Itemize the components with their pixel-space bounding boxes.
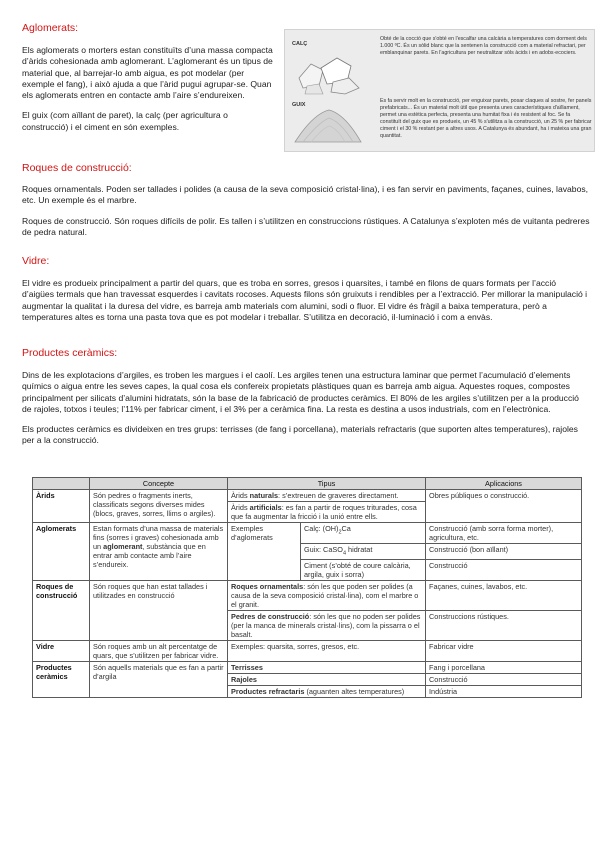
row-label-ceramics: Productes ceràmics [33,662,90,698]
aglomerats-concepte: Estan formats d’una massa de materials fins (sorres i graves) cohesionada amb un aglomerant, substància que en entrar amb contacte amb l’aire s’endureix. [90,523,228,581]
table-row-roques [33,581,582,611]
ceramics-rajoles-aplicacions: Construcció [426,674,582,686]
vidre-concepte: Són roques amb un alt percentatge de quars, que s’utilitzen per fabricar vidre. [90,641,228,662]
ceramics-text [22,370,590,456]
aglomerats-ciment: Ciment (s’obté de coure calcària, argila, guix i sorra) [301,560,426,581]
ceramics-terrisses: Terrisses [228,662,426,674]
vidre-text [22,278,590,332]
roques-paragraph-1: Roques ornamentals. Poden ser tallades i polides (a causa de la seva composició cristal·lina), i es fan servir en paviments, façanes, cuines, lavabos, etc. Un exemple és el marbre. [22,184,589,206]
table-header-row [33,478,582,490]
row-label-vidre: Vidre [33,641,90,662]
header-aplicacions: Aplicacions [426,478,582,490]
ceramics-paragraph-1: Dins de les explotacions d’argiles, es troben les margues i el caolí. Les argiles tenen una estructura laminar que permet l’acumulació d’elements químics o aigua entre les seves capes, la qual cosa els confereix propietats plàstiques quan es barreja amb aigua. Aquestes roques, compostes principalment per silicats d’alumini hidratats, són la base de la fabricació de productes ceràmics. El 80% de les argiles s’utilitzen per a la producció de rajoles, totxos i teules; l’11% per fabricar ciment, i el 3% per a ceràmica fina. La resta es destina a usos industrials, com en l’electrònica. [22,370,579,414]
guix-description: Es fa servir molt en la construcció, per enguixar parets, posar claques al sostre, fer panels prefabricats... És un material molt útil que presenta unes característiques d'aïllament, permet una estètica perfecta, presenta una humitat fixa i és resistent al foc. Se fa constituït del guix que es produeix, un 45 % s'utilitza a la construcció, un 25 % per fabricar ciment i el 30 % restant per a altres usos. A Catalunya és abundant, ha i mateixa una gran quantitat. [380,98,592,139]
ceramics-terrisses-aplicacions: Fang i porcellana [426,662,582,674]
table-row-vidre [33,641,582,662]
heading-roques: Roques de construcció: [22,162,132,174]
roques-text [22,184,590,247]
roques-ornamentals: Roques ornamentals: són les que poden ser polides (a causa de la seva composició cristal·lina), com el marbre o el granit. [228,581,426,611]
aglomerats-ciment-aplicacions: Construcció [426,560,582,581]
aglomerats-text [22,45,274,142]
calc-label: CALÇ [292,41,308,47]
ceramics-refractaris: Productes refractaris (aguanten altes temperatures) [228,686,426,698]
arids-aplicacions: Obres públiques o construcció. [426,490,582,523]
aglomerats-paragraph-1: Els aglomerats o morters estan constituïts d’una massa compacta d’àrids cohesionada amb aglomerant. L’aglomerant és un tipus de material que, al barrejar-lo amb aigua, es pot modelar (per exemple el fang), i això ajuda a que l’àrid pugui agrupar-se. Quan els aglomerats entren en contacte amb l’aire s’endureixen. [22,45,273,101]
calc-description: Obté de la cocció que s'obté en l'escalfar una calcària a temperatures com dorment dels 1.000 ºC. És un sòlid blanc que la sentenen la construcció com a material refractari, per emblanquinar parets. En l'agricultura per neutralitzar sòls àcids i en adobs·ecociers. [380,36,587,56]
header-tipus: Tipus [228,478,426,490]
aglomerats-calc: Calç: $(OH)_2Ca$ [301,523,426,544]
heading-vidre: Vidre: [22,255,50,267]
table-row-ceramics [33,662,582,674]
header-empty [33,478,90,490]
arids-tipus-artificials: Àrids artificials: es fan a partir de roques triturades, cosa que fa augmentar la fricció i la unió entre ells. [228,502,426,523]
roques-concepte: Són roques que han estat tallades i utilitzades en construcció [90,581,228,641]
table-row-arids [33,490,582,502]
aglomerats-guix-aplicacions: Construcció (bon aïllant) [426,544,582,560]
row-label-roques: Roques de construcció [33,581,90,641]
aglomerats-calc-aplicacions: Construcció (amb sorra forma morter), agricultura, etc. [426,523,582,544]
heading-aglomerats: Aglomerats: [22,22,79,34]
vidre-aplicacions: Fabricar vidre [426,641,582,662]
header-concepte: Concepte [90,478,228,490]
roques-paragraph-2: Roques de construcció. Són roques difícils de polir. Es tallen i s’utilitzen en construccions rústiques. A Catalunya s’exploten més de vuitanta pedreres de pedra natural. [22,215,590,237]
materials-figure [284,29,595,152]
heading-ceramics: Productes ceràmics: [22,347,118,359]
aglomerats-exemples: Exemples d’aglomerats [228,523,301,581]
ceramics-paragraph-2: Els productes ceràmics es divideixen en tres grups: terrisses (de fang i porcellana), materials refractaris (que suporten altes temperatures), rajoles per a la construcció. [22,424,578,446]
calc-stones-image [293,48,363,96]
vidre-tipus: Exemples: quarsita, sorres, gresos, etc. [228,641,426,662]
ceramics-refractaris-aplicacions: Indústria [426,686,582,698]
row-label-aglomerats: Aglomerats [33,523,90,581]
arids-tipus-naturals: Àrids naturals: s’extreuen de graveres directament. [228,490,426,502]
aglomerats-paragraph-2: El guix (com aïllant de paret), la calç (per agricultura o construcció) i el ciment en són exemples. [22,110,228,132]
vidre-paragraph-1: El vidre es produeix principalment a partir del quars, que es troba en sorres, gresos i quarsites, i també en filons de quars formats per l’acció d’aigües termals que han travessat esquerdes i cavitats rocoses. Aquests filons són gruixuts i rendibles per a l’extracció. Per millorar la manipulació i augmentar la qualitat i la duresa del vidre, es barreja amb materials com alumini, sodi o fluor. El vidre és fràgil a baixa temperatura, però a temperatures altes es torna una pasta tova que es pot modelar i treballar. S’utilitza en decoració, il·luminació i com a envàs. [22,278,588,322]
guix-label: GUIX [292,102,306,108]
ceramics-rajoles: Rajoles [228,674,426,686]
ceramics-concepte: Són aquells materials que es fan a partir d’argila [90,662,228,698]
roques-ornamentals-aplicacions: Façanes, cuines, lavabos, etc. [426,581,582,611]
row-label-arids: Àrids [33,490,90,523]
materials-table [32,477,582,698]
guix-powder-image [293,98,363,146]
roques-pedres-construccio: Pedres de construcció: són les que no poden ser polides (per la manca de minerals cristal·lins), com la pissarra o el basalt. [228,611,426,641]
aglomerats-guix: Guix: CaSO$_4$ hidratat [301,544,426,560]
arids-concepte: Són pedres o fragments inerts, classificats segons diverses mides (blocs, graves, sorres, llims o argiles). [90,490,228,523]
table-row-aglomerats [33,523,582,544]
roques-pedres-aplicacions: Construccions rústiques. [426,611,582,641]
